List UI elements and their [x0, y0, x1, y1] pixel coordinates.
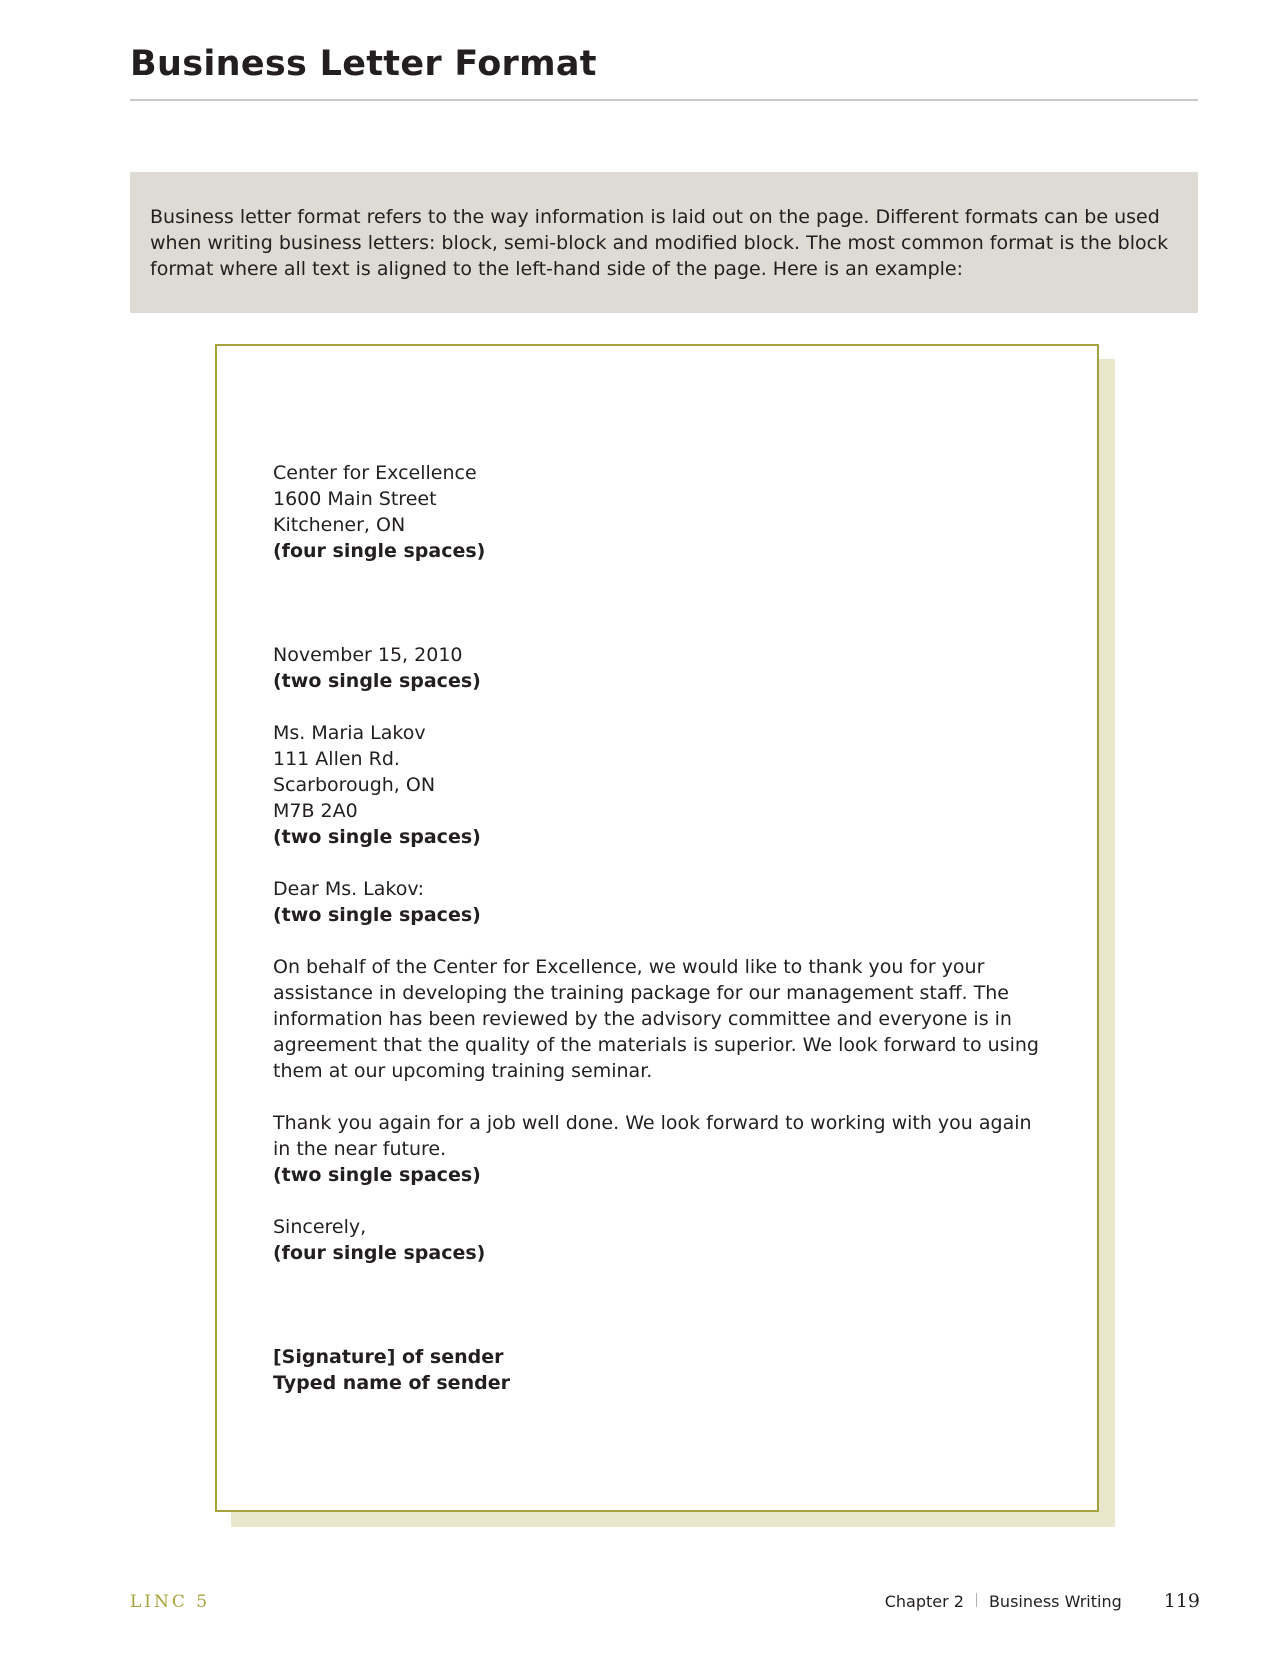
spacer: [273, 694, 1053, 720]
recipient-street: 111 Allen Rd.: [273, 748, 400, 770]
closing: Sincerely,: [273, 1216, 367, 1238]
intro-box: [130, 172, 1198, 313]
spacing-note: (two single spaces): [273, 826, 481, 848]
body-paragraph-1: On behalf of the Center for Excellence, we would like to thank you for your assistance in developing the training package for our management staff. The information has been reviewed by the advisory committee and everyone is in agreement that the quality of the materials is superior. We look forward to using them at our upcoming training seminar.: [273, 956, 1039, 1082]
body-paragraph-2: Thank you again for a job well done. We look forward to working with you again in the near future.: [273, 1112, 1032, 1160]
recipient-name: Ms. Maria Lakov: [273, 722, 426, 744]
spacer: [273, 1188, 1053, 1214]
footer-section: Business Writing: [988, 1592, 1122, 1611]
signature-line: [Signature] of sender: [273, 1346, 504, 1368]
spacer: [273, 850, 1053, 876]
sender-name: Center for Excellence: [273, 462, 477, 484]
signature-block: [273, 1344, 1053, 1396]
page-title: Business Letter Format: [130, 44, 597, 84]
recipient-address-block: [273, 720, 1053, 850]
typed-name-line: Typed name of sender: [273, 1372, 510, 1394]
date-block: [273, 642, 1053, 694]
spacing-note: (two single spaces): [273, 1164, 481, 1186]
example-letter: [215, 344, 1099, 1512]
salutation-block: [273, 876, 1053, 928]
sender-city: Kitchener, ON: [273, 514, 406, 536]
spacing-note: (two single spaces): [273, 904, 481, 926]
page-number: 119: [1163, 1590, 1200, 1612]
spacer: [273, 1266, 1053, 1344]
sender-address-block: [273, 460, 1053, 564]
sender-street: 1600 Main Street: [273, 488, 437, 510]
closing-block: [273, 1214, 1053, 1266]
letter-body: [273, 460, 1053, 1396]
recipient-city: Scarborough, ON: [273, 774, 436, 796]
footer-book-title: LINC 5: [130, 1592, 211, 1612]
salutation: Dear Ms. Lakov:: [273, 878, 424, 900]
letter-date: November 15, 2010: [273, 644, 463, 666]
title-divider: [130, 99, 1198, 101]
footer-separator: [976, 1593, 977, 1607]
spacer: [273, 1084, 1053, 1110]
spacing-note: (two single spaces): [273, 670, 481, 692]
recipient-postal-code: M7B 2A0: [273, 800, 358, 822]
intro-text: Business letter format refers to the way information is laid out on the page. Different formats can be used when writing business letters: block, semi-block and modified block. The most common format is the block format where all text is aligned to the left-hand side of the page. Here is an example:: [150, 206, 1169, 280]
spacer: [273, 928, 1053, 954]
footer-chapter-info: [885, 1590, 1200, 1612]
spacing-note: (four single spaces): [273, 1242, 486, 1264]
spacer: [273, 564, 1053, 642]
spacing-note: (four single spaces): [273, 540, 486, 562]
footer-chapter: Chapter 2: [884, 1592, 964, 1611]
